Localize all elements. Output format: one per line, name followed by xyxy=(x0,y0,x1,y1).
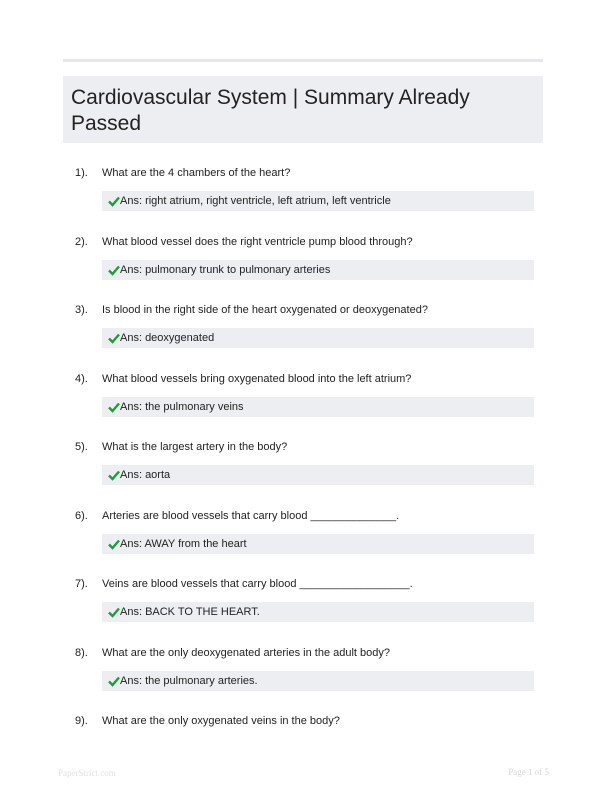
answer-box xyxy=(102,328,534,348)
page-title: Cardiovascular System | Summary Already Passed xyxy=(71,86,470,135)
check-icon xyxy=(108,537,120,551)
question-text: What blood vessel does the right ventricle pump blood through? xyxy=(102,236,413,248)
answer-box xyxy=(102,671,534,691)
answer-box xyxy=(102,260,534,280)
question-number: 6). xyxy=(75,510,88,522)
check-icon xyxy=(108,194,120,208)
title-banner xyxy=(63,76,543,143)
question-number: 2). xyxy=(75,236,88,248)
question-number: 5). xyxy=(75,441,88,453)
check-icon xyxy=(108,331,120,345)
page-number: Page 1 of 5 xyxy=(508,767,549,777)
question-text: What blood vessels bring oxygenated blood into the left atrium? xyxy=(102,373,412,385)
check-icon xyxy=(108,468,120,482)
question-text: What is the largest artery in the body? xyxy=(102,441,288,453)
question-text: What are the only deoxygenated arteries in the adult body? xyxy=(102,647,391,659)
answer-text: Ans: BACK TO THE HEART. xyxy=(120,606,260,618)
top-divider xyxy=(63,59,543,62)
answer-text: Ans: pulmonary trunk to pulmonary arteries xyxy=(120,264,331,276)
answer-box xyxy=(102,191,534,211)
question-number: 1). xyxy=(75,167,88,179)
answer-box xyxy=(102,465,534,485)
question-number: 7). xyxy=(75,578,88,590)
footer-site: PaperStrict.com xyxy=(58,768,116,778)
question-number: 9). xyxy=(75,715,88,727)
check-icon xyxy=(108,605,120,619)
check-icon xyxy=(108,263,120,277)
answer-text: Ans: the pulmonary veins xyxy=(120,401,244,413)
answer-text: Ans: the pulmonary arteries. xyxy=(120,675,258,687)
answer-box xyxy=(102,534,534,554)
question-text: What are the only oxygenated veins in the body? xyxy=(102,715,340,727)
answer-text: Ans: aorta xyxy=(120,469,171,481)
question-text: Is blood in the right side of the heart oxygenated or deoxygenated? xyxy=(102,304,428,316)
answer-box xyxy=(102,602,534,622)
question-text: Veins are blood vessels that carry blood __________________. xyxy=(102,578,413,590)
question-text: What are the 4 chambers of the heart? xyxy=(102,167,291,179)
check-icon xyxy=(108,674,120,688)
question-number: 3). xyxy=(75,304,88,316)
question-number: 4). xyxy=(75,373,88,385)
answer-text: Ans: right atrium, right ventricle, left atrium, left ventricle xyxy=(120,195,391,207)
check-icon xyxy=(108,400,120,414)
answer-box xyxy=(102,397,534,417)
answer-text: Ans: AWAY from the heart xyxy=(120,538,247,550)
answer-text: Ans: deoxygenated xyxy=(120,332,215,344)
question-text: Arteries are blood vessels that carry blood ______________. xyxy=(102,510,400,522)
question-number: 8). xyxy=(75,647,88,659)
